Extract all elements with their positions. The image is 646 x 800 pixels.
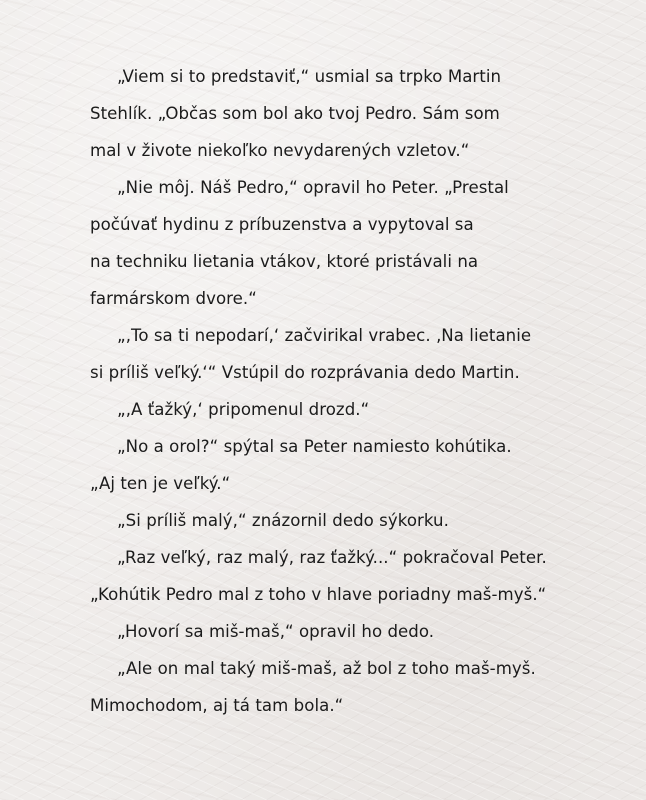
text-line: „Kohútik Pedro mal z toho v hlave poriadny maš-myš.“ bbox=[90, 585, 547, 604]
text-line: počúvať hydinu z príbuzenstva a vypytoval sa bbox=[90, 215, 474, 234]
text-line: mal v živote niekoľko nevydarených vzletov.“ bbox=[90, 141, 470, 160]
text-line: „Hovorí sa miš-maš,“ opravil ho dedo. bbox=[117, 622, 435, 641]
text-line: „Viem si to predstaviť,“ usmial sa trpko Martin bbox=[117, 67, 502, 86]
text-line: „‚A ťažký,‘ pripomenul drozd.“ bbox=[117, 400, 370, 419]
text-line: „Ale on mal taký miš-maš, až bol z toho maš-myš. bbox=[117, 659, 536, 678]
text-line: si príliš veľký.‘“ Vstúpil do rozprávania dedo Martin. bbox=[90, 363, 520, 382]
text-line: Stehlík. „Občas som bol ako tvoj Pedro. Sám som bbox=[90, 104, 500, 123]
text-line: „Raz veľký, raz malý, raz ťažký...“ pokračoval Peter. bbox=[117, 548, 547, 567]
text-line: Mimochodom, aj tá tam bola.“ bbox=[90, 696, 344, 715]
text-line: farmárskom dvore.“ bbox=[90, 289, 257, 308]
text-line: „Aj ten je veľký.“ bbox=[90, 474, 231, 493]
story-text bbox=[90, 58, 560, 724]
text-line: „‚To sa ti nepodarí,‘ začvirikal vrabec. ‚Na lietanie bbox=[117, 326, 532, 345]
text-line: „No a orol?“ spýtal sa Peter namiesto kohútika. bbox=[117, 437, 512, 456]
text-line: „Si príliš malý,“ znázornil dedo sýkorku. bbox=[117, 511, 449, 530]
text-line: „Nie môj. Náš Pedro,“ opravil ho Peter. „Prestal bbox=[117, 178, 509, 197]
text-line: na techniku lietania vtákov, ktoré pristávali na bbox=[90, 252, 479, 271]
